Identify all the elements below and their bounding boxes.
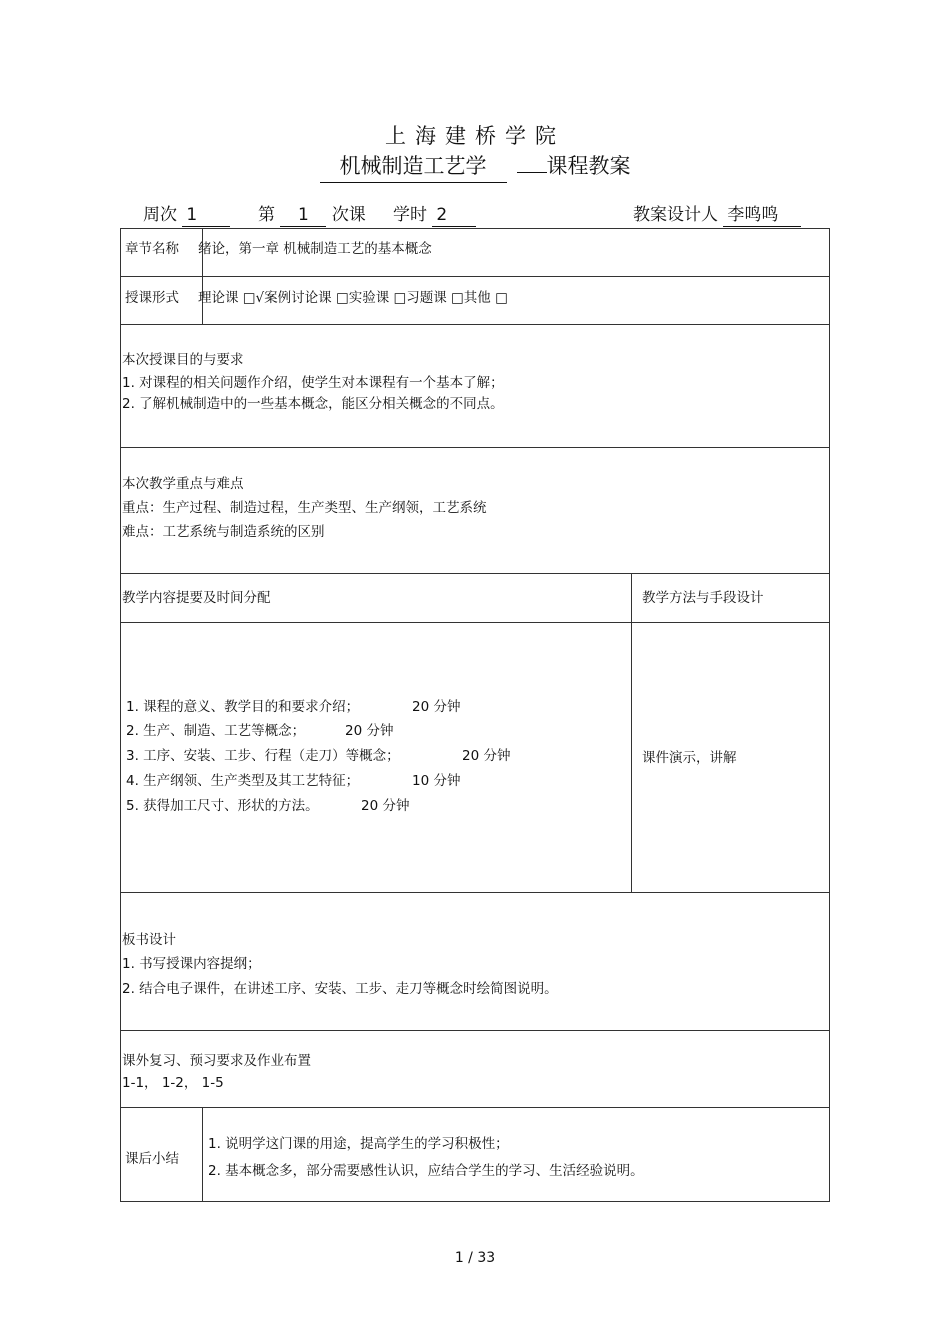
row-divider [120, 324, 830, 325]
designer-value: 李鸣鸣 [723, 200, 801, 227]
summary-item: 2. 基本概念多，部分需要感性认识，应结合学生的学习、生活经验说明。 [208, 1163, 644, 1179]
row-divider [120, 573, 830, 574]
content-item: 1. 课程的意义、教学目的和要求介绍； [126, 699, 360, 715]
content-item-time: 20 分钟 [361, 798, 410, 814]
session-field: 第 1 次课 [258, 205, 366, 225]
content-item-time: 20 分钟 [412, 699, 461, 715]
hours-field: 学时 2 [393, 200, 476, 227]
content-item: 5. 获得加工尺寸、形状的方法。 [126, 798, 319, 814]
chapter-label: 章节名称 [125, 241, 179, 257]
homework-value: 1-1， 1-2， 1-5 [122, 1075, 224, 1091]
chapter-value: 绪论，第一章 机械制造工艺的基本概念 [198, 241, 432, 257]
keypoints-title: 本次教学重点与难点 [122, 476, 244, 492]
form-value: 理论课 □√案例讨论课 □实验课 □习题课 □其他 □ [198, 290, 508, 306]
row-divider [120, 276, 830, 277]
content-item-time: 10 分钟 [412, 773, 461, 789]
hours-value: 2 [432, 205, 476, 227]
summary-column-divider [202, 1107, 203, 1202]
method-column-divider [631, 573, 632, 892]
board-title: 板书设计 [122, 932, 176, 948]
row-divider [120, 892, 830, 893]
board-item: 1. 书写授课内容提纲； [122, 956, 261, 972]
content-item: 4. 生产纲领、生产类型及其工艺特征； [126, 773, 360, 789]
objectives-title: 本次授课目的与要求 [122, 352, 244, 368]
title-blank-underline [517, 172, 547, 173]
doc-type: 课程教案 [546, 154, 631, 178]
week-field: 周次 1 [143, 200, 230, 227]
content-item: 2. 生产、制造、工艺等概念； [126, 723, 306, 739]
keypoints-difficult: 难点：工艺系统与制造系统的区别 [122, 524, 325, 540]
designer-field: 教案设计人 李鸣鸣 [633, 200, 801, 227]
content-item-time: 20 分钟 [345, 723, 394, 739]
week-value: 1 [182, 205, 230, 227]
objectives-item: 2. 了解机械制造中的一些基本概念，能区分相关概念的不同点。 [122, 396, 504, 412]
keypoints-key: 重点：生产过程、制造过程，生产类型、生产纲领，工艺系统 [122, 500, 487, 516]
session-value: 1 [280, 205, 326, 227]
board-item: 2. 结合电子课件，在讲述工序、安装、工步、走刀等概念时绘简图说明。 [122, 981, 558, 997]
homework-title: 课外复习、预习要求及作业布置 [122, 1053, 311, 1069]
school-name: 上海建桥学院 [385, 124, 565, 148]
summary-label: 课后小结 [125, 1151, 179, 1167]
page-number: 1 / 33 [454, 1250, 496, 1266]
content-item-time: 20 分钟 [462, 748, 511, 764]
row-divider [120, 622, 830, 623]
form-label: 授课形式 [125, 290, 179, 306]
content-item: 3. 工序、安装、工步、行程（走刀）等概念； [126, 748, 400, 764]
method-value: 课件演示，讲解 [642, 750, 737, 766]
objectives-item: 1. 对课程的相关问题作介绍，使学生对本课程有一个基本了解； [122, 375, 504, 391]
content-header: 教学内容提要及时间分配 [122, 590, 271, 606]
method-header: 教学方法与手段设计 [642, 590, 764, 606]
row-divider [120, 1107, 830, 1108]
row-divider [120, 447, 830, 448]
row-divider [120, 1030, 830, 1031]
summary-item: 1. 说明学这门课的用途，提高学生的学习积极性； [208, 1136, 509, 1152]
course-title [0, 150, 950, 183]
course-name: 机械制造工艺学 [320, 150, 507, 183]
